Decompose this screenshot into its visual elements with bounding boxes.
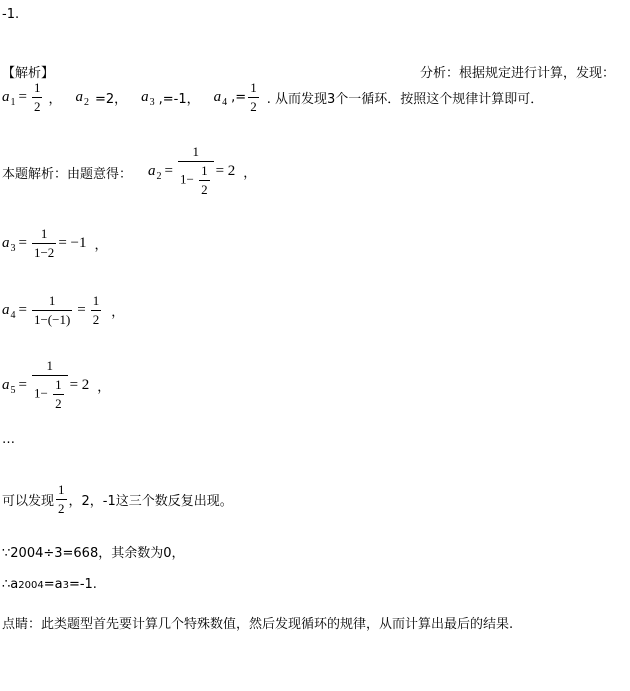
a2-symbol: $a_2$ [148,162,162,182]
therefore-line: ∴a2004=a3=-1. [2,577,97,592]
equation-a3 [2,222,108,264]
equals-sign: = [77,301,86,318]
a4-fraction-main: $\frac{1}{1-(-1)}$ [33,292,71,327]
equals-sign: = [18,234,27,251]
a5-big-fraction: 1 1− $\frac{1}{2}$ [32,357,68,413]
equals-sign: = [164,162,173,179]
analysis-tail: . 从而发现3个一循环．按照这个规律计算即可． [266,91,544,107]
repeat-prefix: 可以发现 [2,493,55,509]
repeat-fraction: $\frac{1}{2}$ [58,481,65,516]
a1-fraction: $\frac{1}{2}$ [33,79,41,114]
top-answer: -1. [2,7,20,22]
equation-a2 [148,140,256,202]
a4-symbol: $a_4$ [2,301,16,321]
analysis-title: 【解析】 [2,66,55,81]
comma: ， [111,304,125,320]
repeat-suffix: ，2，-1这三个数反复出现。 [68,493,233,509]
a3-value: ,=-1， [158,91,200,107]
equation-a5 [2,354,110,416]
a5-result: = 2 [69,376,90,393]
a4-equals: ,= [231,89,247,105]
detail-intro: 本题解析：由题意得： [2,167,133,182]
a3-symbol: $a_3$ [2,234,16,254]
division-line: ∵2004÷3=668，其余数为0， [2,546,185,561]
ellipsis: … [2,432,15,447]
comma: ， [94,237,108,253]
analysis-sequence-line [2,76,543,118]
a2-term: $a_2$ [75,88,89,108]
a2-value: =2， [94,91,128,107]
equals-sign: = [18,88,27,105]
a4-term: $a_4$ [213,88,228,108]
a5-symbol: $a_5$ [2,376,16,396]
a4-result-fraction: $\frac{1}{2}$ [92,292,100,327]
a2-result: = 2 [215,162,236,179]
a3-fraction: $\frac{1}{1-2}$ [33,225,55,260]
a4-fraction: $\frac{1}{2}$ [250,79,257,114]
analysis-summary-label: 分析：根据规定进行计算，发现： [420,66,616,81]
a2-big-fraction: 1 1− $\frac{1}{2}$ [178,143,214,199]
equals-sign: = [18,376,27,393]
comma: ， [243,165,257,181]
a3-result: = −1 [58,234,87,251]
equals-sign: = [18,301,27,318]
a3-term: $a_3$ [141,88,155,108]
comment-line: 点睛：此类题型首先要计算几个特殊数值，然后发现循环的规律，从而计算出最后的结果. [2,617,514,632]
separator: ， [48,91,62,107]
comma: ， [97,379,111,395]
a1-term: $a_1$ [2,88,16,108]
repeat-line [2,478,233,520]
equation-a4 [2,288,124,332]
